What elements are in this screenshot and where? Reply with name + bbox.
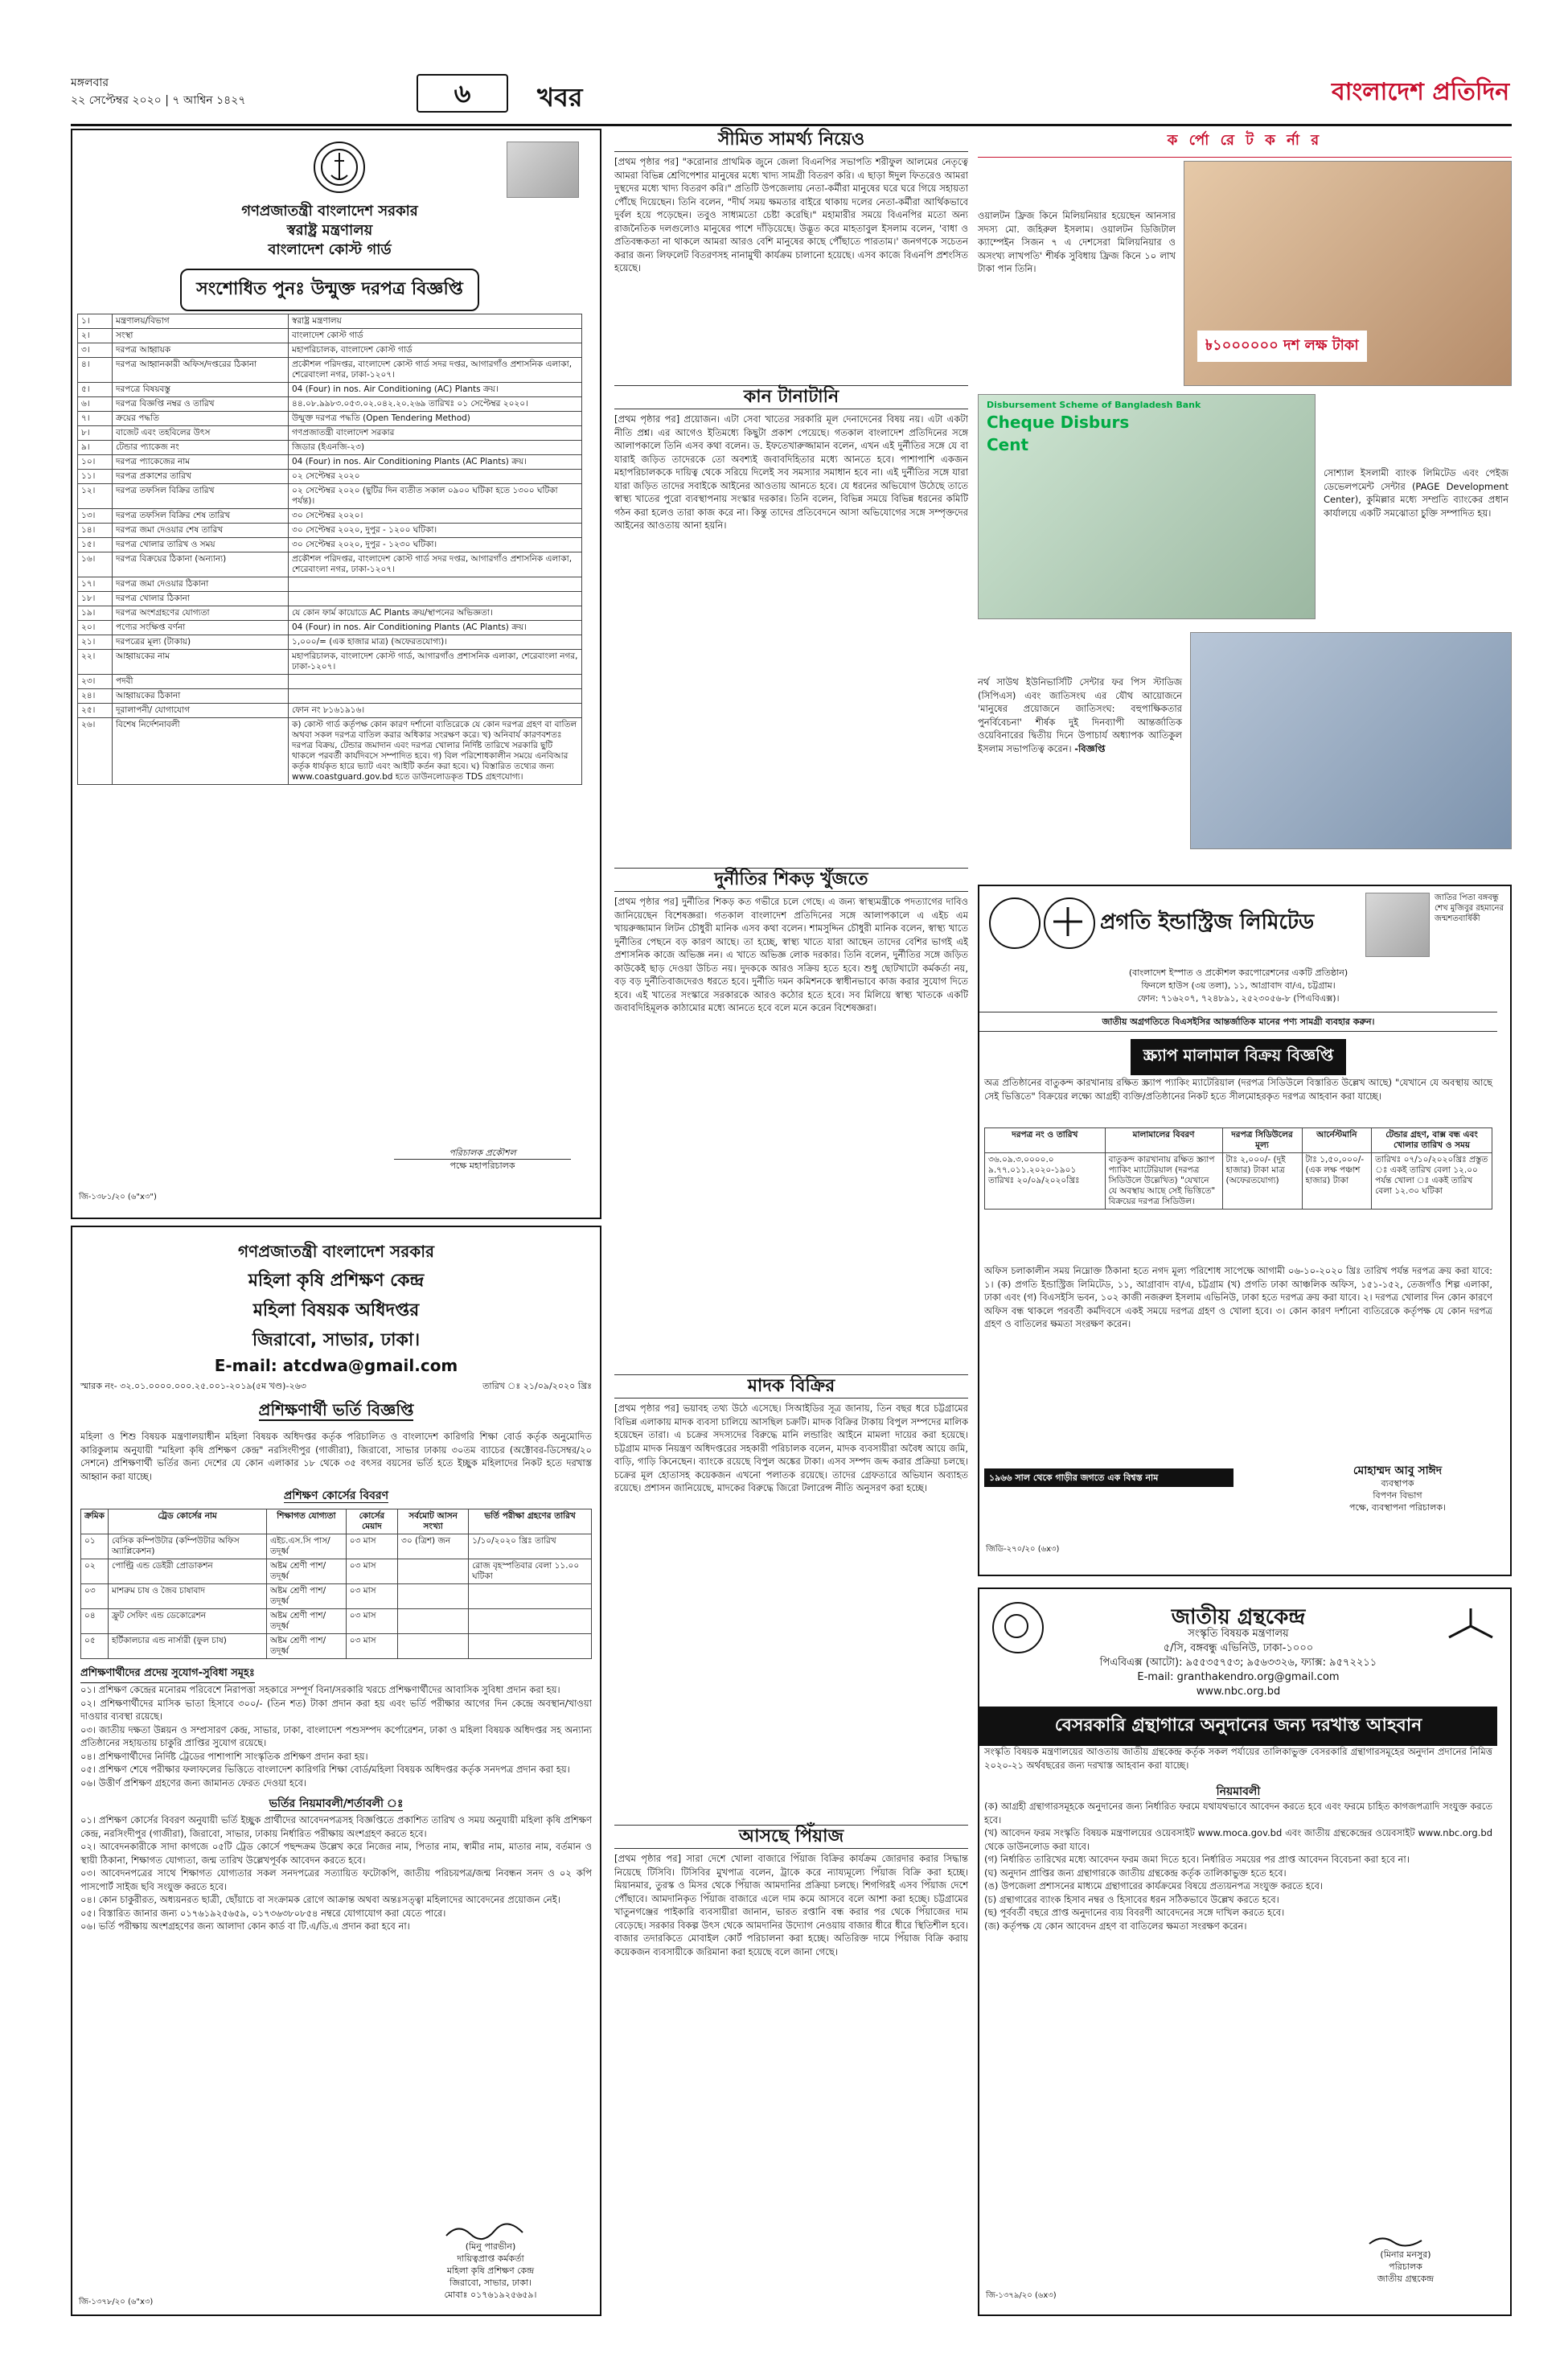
table-row — [78, 455, 582, 470]
pragati-sign-name: মোহাম্মদ আবু সাঈদ — [1353, 1464, 1443, 1477]
row-number: ১৭। — [78, 577, 113, 592]
cg-signature — [394, 1147, 571, 1172]
row-value: মহাপরিচালক, বাংলাদেশ কোস্ট গার্ড, আগারগাঁও প্রশাসনিক এলাকা, শেরেবাংলা নগর, ঢাকা-১২০৭। — [289, 650, 582, 675]
story-5-title: আসছে পিঁয়াজ — [614, 1825, 968, 1849]
gk-sub: সংস্কৃতি বিষয়ক মন্ত্রণালয় — [1188, 1628, 1289, 1640]
granthakendra-ad — [978, 1587, 1512, 2316]
table-cell: ০৩ মাস — [346, 1584, 397, 1609]
row-label: আহ্বায়কের নাম — [113, 650, 289, 675]
row-value: 04 (Four) in nos. Air Conditioning Plants (AC Plants) ক্রয়। — [289, 455, 582, 470]
row-label: দরপত্র তফসিল বিক্রির শেষ তারিখ — [113, 509, 289, 524]
pragati-body: অফিস চলাকালীন সময় নিম্নোক্ত ঠিকানা হতে নগদ মূল্য পরিশোধ সাপেক্ষে আগামী ০৬-১০-২০২০ খ্রিঃ তারিখ পর্যন্ত দরপত্র ক্রয় করা যাবে: ১। (ক) প্রগতি ইন্ডাস্ট্রিজ লিমিটেড, ১১, আগ্রাবাদ বা/এ, চট্টগ্রাম (খ) প্রগতি ঢাকা আঞ্চলিক অফিস, ১৫১-১৫২, তেজগাঁও শিল্প এলাকা, ঢাকা এবং (গ) বিএসইসি ভবন, ১০২ কাজী নজরুল ইসলাম এভিনিউ, ঢাকা হতে দরপত্র ক্রয় করা যাবে। ২। দরপত্র খোলার দিন কোন কারণে অফিস বন্ধ থাকলে পরবর্তী কর্মদিবসে একই সময়ে দরপত্র গ্রহণ ও খোলা হবে। ৩। কোন কারণ দর্শানো ব্যতিরেকে কর্তৃপক্ষ যে কোন দরপত্র গ্রহণ ও বাতিলের ক্ষমতা সংরক্ষণ করেন। — [984, 1265, 1492, 1329]
pragati-sub: (বাংলাদেশ ইস্পাত ও প্রকৌশল করপোরেশনের একটি প্রতিষ্ঠান) — [1128, 967, 1348, 978]
wc-govt: গণপ্রজাতন্ত্রী বাংলাদেশ সরকার — [238, 1242, 434, 1261]
row-label: পদবী — [113, 675, 289, 689]
cg-dept: বাংলাদেশ কোস্ট গার্ড — [268, 241, 392, 258]
table-row — [78, 524, 582, 538]
pragati-addr: ফিনলে হাউস (৩য় তলা), ১১, আগ্রাবাদ বা/এ, চট্টগ্রাম। — [1141, 980, 1336, 991]
table-cell: রোজ বৃহস্পতিবার বেলা ১১.০০ ঘটিকা — [469, 1559, 592, 1584]
pragati-signature — [1301, 1465, 1494, 1514]
pragati-mujib-photo — [1365, 893, 1430, 957]
table-row — [78, 704, 582, 718]
table-row — [78, 621, 582, 635]
row-label: মন্ত্রণালয়/বিভাগ — [113, 314, 289, 329]
row-value: মহাপরিচালক, বাংলাদেশ কোস্ট গার্ড — [289, 343, 582, 358]
row-number: ১৫। — [78, 538, 113, 552]
table-cell: বেসিক কম্পিউটার (কম্পিউটার অফিস অ্যাপ্লিকেশন) — [108, 1534, 266, 1559]
column-header: ভর্তি পরীক্ষা গ্রহণের তারিখ — [469, 1509, 592, 1534]
pragati-logo-iso — [989, 897, 1041, 949]
news-column — [614, 129, 968, 2316]
row-value: ৩০ সেপ্টেম্বর ২০২০, দুপুর - ১২০০ ঘটিকা। — [289, 524, 582, 538]
row-label: দরপত্র জমা দেওয়ার ঠিকানা — [113, 577, 289, 592]
table-row — [78, 484, 582, 509]
wc-rules-title-wrap — [80, 1794, 592, 1813]
column-header: আর্নেস্টমানি — [1302, 1128, 1372, 1153]
row-label: টেন্ডার প্যাকেজ নং — [113, 441, 289, 455]
row-value: উন্মুক্ত দরপত্র পদ্ধতি (Open Tendering Method) — [289, 412, 582, 426]
pragati-phone: ফোন: ৭১৬২০৭, ৭২৪৮৯১, ২৫২৩০৫৬-৮ (পিএবিএক্স)। — [1137, 993, 1340, 1004]
row-value: ০২ সেপ্টেম্বর ২০২০ — [289, 470, 582, 484]
wc-line3: জিরাবো, সাভার, ঢাকা। — [252, 1330, 421, 1350]
row-label: দরপত্রের মূল্য (টাকায়) — [113, 635, 289, 650]
rule-item: (ঙ) উপজেলা প্রশাসনের মাধ্যমে গ্রন্থাগারের কার্যক্রমের বিষয়ে প্রত্যয়নপত্র সংযুক্ত করতে হবে। — [984, 1880, 1324, 1891]
table-cell: ০৩ মাস — [346, 1534, 397, 1559]
column-header: টেন্ডার গ্রহণ, বাক্স বন্ধ এবং খোলার তারিখ ও সময় — [1372, 1128, 1492, 1153]
wc-line1: মহিলা কৃষি প্রশিক্ষণ কেন্দ্র — [248, 1271, 425, 1291]
row-number: ১৪। — [78, 524, 113, 538]
pragati-sign-role3: পক্ষে, ব্যবস্থাপনা পরিচালক। — [1348, 1502, 1447, 1513]
wc-intro: মহিলা ও শিশু বিষয়ক মন্ত্রণালয়াধীন মহিলা বিষয়ক অধিদপ্তর কর্তৃক পরিচালিত ও বাংলাদেশ কারিগরি শিক্ষা বোর্ড কর্তৃক অনুমোদিত কারিকুলাম অনুযায়ী "মহিলা কৃষি প্রশিক্ষণ কেন্দ্র" নরসিংদীপুর (গাজীরা), জিরাবো, সাভার ঢাকায় ৩০তম ব্যাচের (অক্টোবর-ডিসেম্বর/২০ সেশনে) প্রশিক্ষণার্থী ভর্তির জন্য দেশের যে কোন এলাকার ১৮ থেকে ৩৫ বৎসর বয়সের ভর্তি হতে ইচ্ছুক মহিলাদের নিকট হতে দরখাস্ত আহ্বান করা যাচ্ছে। — [80, 1431, 592, 1482]
rule-item: ০৩। আবেদনপত্রের সাথে শিক্ষাগত যোগ্যতার সকল সনদপত্রের সত্যায়িত ফটোকপি, জাতীয় পরিচয়পত্র/জন্ম নিবন্ধন সনদ ও ০২ কপি পাসপোর্ট সাইজ ছবি সংযুক্ত করতে হবে। — [80, 1867, 592, 1892]
facility-item: ০২। প্রশিক্ষণার্থীদের মাসিক ভাতা হিসাবে ৩০০/- (তিন শত) টাকা প্রদান করা হয় এবং ভর্তি পরীক্ষার আগের দিন কেন্দ্রে অবস্থান/খাওয়া দাওয়ার ব্যবস্থা রয়েছে। — [80, 1697, 592, 1722]
table-row — [78, 718, 582, 785]
row-label: দরপত্র আহ্বানকারী অফিস/দপ্তরের ঠিকানা — [113, 358, 289, 383]
table-row — [78, 606, 582, 621]
row-label: দরপত্র বিজ্ঞপ্তি নম্বর ও তারিখ — [113, 397, 289, 412]
table-cell — [469, 1609, 592, 1634]
row-value: প্রকৌশল পরিদপ্তর, বাংলাদেশ কোস্ট গার্ড সদর দপ্তর, আগারগাঁও প্রশাসনিক এলাকা, শেরেবাংলা নগর, ঢাকা-১২০৭। — [289, 552, 582, 577]
pragati-logo — [1044, 897, 1095, 949]
story-1-title: সীমিত সামর্থ্য নিয়েও — [614, 129, 968, 152]
table-row — [78, 412, 582, 426]
table-row — [78, 538, 582, 552]
gk-sign-role1: পরিচালক — [1389, 2261, 1422, 2272]
row-value: বাংলাদেশ কোস্ট গার্ড — [289, 329, 582, 343]
table-cell: ০৩ — [81, 1584, 109, 1609]
wc-courses-title-wrap — [80, 1486, 592, 1505]
table-cell — [398, 1584, 469, 1609]
table-row — [81, 1634, 592, 1659]
gk-signature-scribble — [1325, 2232, 1486, 2249]
story-4-body: [প্রথম পৃষ্ঠার পর] ভয়াবহ তথ্য উঠে এসেছে। সিআইডির সূত্র জানায়, তিন বছর ধরে চট্টগ্রামের বিভিন্ন এলাকায় মাদক ব্যবসা চালিয়ে আসছিল চক্রটি। মাদক বিক্রির টাকায় বিপুল সম্পদের মালিক হয়েছেন তারা। এ চক্রের সদস্যদের বিরুদ্ধে মানি লন্ডারিং আইনে মামলা দায়ের করা হয়েছে। চট্টগ্রাম মাদক নিয়ন্ত্রণ অধিদপ্তরের সহকারী পরিচালক বলেন, মাদক ব্যবসায়ীরা অবৈধ আয়ে জমি, বাড়ি, গাড়ি কিনেছেন। ব্যাংকে রয়েছে বিপুল অঙ্কের টাকা। এসব সম্পদ জব্দ করার প্রক্রিয়া চলছে। চক্রের মূল হোতাসহ কয়েকজন এখনো পলাতক রয়েছে। তাদের গ্রেফতারে অভিযান অব্যাহত রয়েছে। প্রশাসন জানিয়েছে, মাদকের বিরুদ্ধে জিরো টলারেন্স নীতি অনুসরণ করা হচ্ছে। — [614, 1403, 968, 1493]
wc-course-table — [80, 1509, 592, 1659]
gk-email: E-mail: granthakendro.org@gmail.com — [1137, 1671, 1340, 1683]
row-number: ৪। — [78, 358, 113, 383]
pragati-table-wrap — [984, 1127, 1492, 1210]
coast-guard-logo — [314, 142, 365, 193]
column-header: ক্রমিক — [81, 1509, 109, 1534]
nsu-caption-text: নর্থ সাউথ ইউনিভার্সিটি সেন্টার ফর পিস স্টাডিজ (সিপিএস) এবং জাতিসংঘ এর যৌথ আয়োজনে 'মানুষের প্রয়োজনে জাতিসংঘ: বহুপাক্ষিকতার পুনর্বিবেচনা' শীর্ষক দুই দিনব্যাপী আন্তর্জাতিক ওয়েবিনারের দ্বিতীয় দিনে উপাচার্য অধ্যাপক আতিকুল ইসলাম সভাপতিত্ব করেন। — [978, 676, 1182, 754]
row-label: দরপত্রে বিষয়বস্তু — [113, 383, 289, 397]
row-value: ০২ সেপ্টেম্বর ২০২০ (ছুটির দিন ব্যতীত সকাল ০৯০০ ঘটিকা হতে ১৩০০ ঘটিকা পর্যন্ত)। — [289, 484, 582, 509]
pragati-mujib-text: জাতির পিতা বঙ্গবন্ধু শেখ মুজিবুর রহমানের জন্মশতবার্ষিকী — [1435, 893, 1504, 923]
column-header: কোর্সের মেয়াদ — [346, 1509, 397, 1534]
wc-sign-role3: জিরাবো, সাভার, ঢাকা। — [449, 2277, 532, 2288]
table-cell: ০৩ মাস — [346, 1609, 397, 1634]
row-number: ২৬। — [78, 718, 113, 785]
row-number: ২০। — [78, 621, 113, 635]
table-row — [78, 441, 582, 455]
row-number: ১৮। — [78, 592, 113, 606]
wc-line2: মহিলা বিষয়ক অধিদপ্তর — [252, 1300, 420, 1320]
gk-intro: সংস্কৃতি বিষয়ক মন্ত্রণালয়ের আওতায় জাতীয় গ্রন্থকেন্দ্র কর্তৃক সকল পর্যায়ের তালিকাভুক্ত বেসরকারি গ্রন্থাগারসমূহের অনুদান প্রদানের নিমিত্ত ২০২০-২১ অর্থবছরের জন্য দরখাস্ত আহবান করা যাচ্ছে। — [984, 1746, 1492, 1771]
row-number: ৩। — [78, 343, 113, 358]
gk-phone: পিএবিএক্স (আটো): ৯৫৫৩৫৭৫৩; ৯৫৬৩৩২৬, ফ্যাক্স: ৯৫৭২২১১ — [1099, 1657, 1377, 1669]
table-cell — [469, 1584, 592, 1609]
table-row — [78, 577, 582, 592]
row-value: ক) কোস্ট গার্ড কর্তৃপক্ষ কোন কারণ দর্শানো ব্যতিরেকে যে কোন দরপত্র গ্রহণ বা বাতিল অথবা সকল দরপত্র বাতিল করার অধিকার সংরক্ষণ করে। খ) অনিবার্য কারণবশতঃ দরপত্র বিক্রয়, টেন্ডার জমাদান এবং দরপত্র খোলার নির্দিষ্ট তারিখে সরকারি ছুটি থাকলে পরবর্তী কার্যদিবসে সম্পাদিত হবে। গ) বিল পরিশোধকালীন সময়ে এনবিআর কর্তৃক ধার্যকৃত হারে ভ্যাট এবং আইটি কর্তন করা হবে। ঘ) বিস্তারিত তথ্যের জন্য www.coastguard.gov.bd হতে ডাউনলোডকৃত TDS গ্রহণযোগ্য। — [289, 718, 582, 785]
row-value: ৩০ সেপ্টেম্বর ২০২০, দুপুর - ১২৩০ ঘটিকা। — [289, 538, 582, 552]
cg-sign-role: পক্ষে মহাপরিচালক — [449, 1160, 515, 1171]
pragati-intro: অত্র প্রতিষ্ঠানের বাতুকন্দ কারখানায় রক্ষিত স্ক্র্যাপ প্যাকিং ম্যাটেরিয়াল (দরপত্র সিডিউলে বিস্তারিত উল্লেখ আছে) "যেখানে যে অবস্থায় আছে সেই ভিত্তিতে" বিক্রয়ের লক্ষ্যে আগ্রহী ব্যক্তি/প্রতিষ্ঠানের নিকট হতে সীলমোহরকৃত দরপত্র আহবান করা যাচ্ছে। — [984, 1077, 1492, 1102]
pragati-ad — [978, 885, 1512, 1576]
table-cell: ০৩ মাস — [346, 1634, 397, 1659]
table-row — [78, 314, 582, 329]
row-value: 04 (Four) in nos. Air Conditioning Plants (AC Plants) ক্রয়। — [289, 621, 582, 635]
photo-banner-3: Cent — [987, 435, 1029, 454]
wc-date: তারিখ ঃ ২১/০৯/২০২০ খ্রিঃ — [482, 1381, 592, 1391]
table-cell: ০৩ মাস — [346, 1559, 397, 1584]
gk-sign-role2: জাতীয় গ্রন্থকেন্দ্র — [1377, 2273, 1435, 2284]
row-value: 04 (Four) in nos. Air Conditioning (AC) Plants ক্রয়। — [289, 383, 582, 397]
row-number: ২৪। — [78, 689, 113, 704]
masthead-rule — [71, 124, 1512, 126]
row-value — [289, 675, 582, 689]
table-row — [81, 1559, 592, 1584]
wc-sign-role1: দায়িত্বপ্রাপ্ত কর্মকর্তা — [457, 2253, 524, 2264]
gk-addr: ৫/সি, বঙ্গবন্ধু এভিনিউ, ঢাকা-১০০০ — [1163, 1642, 1314, 1654]
row-number: ২১। — [78, 635, 113, 650]
table-cell: এইচ.এস.সি পাস/তদূর্ধ্ব — [267, 1534, 347, 1559]
table-row — [78, 635, 582, 650]
rule-item: (ছ) পূর্ববর্তী বছরে প্রাপ্ত অনুদানের ব্যয় বিবরণী আবেদনের সঙ্গে দাখিল করতে হবে। — [984, 1907, 1285, 1918]
row-value: যে কোন ফার্ম কায়োডে AC Plants ক্রয়/স্থাপনের অভিজ্ঞতা। — [289, 606, 582, 621]
table-cell: অষ্টম শ্রেণী পাশ/তদূর্ধ্ব — [267, 1609, 347, 1634]
column-header: শিক্ষাগত যোগ্যতা — [267, 1509, 347, 1534]
table-row — [78, 397, 582, 412]
table-cell: অষ্টম শ্রেণী পাশ/তদূর্ধ্ব — [267, 1559, 347, 1584]
row-number: ১১। — [78, 470, 113, 484]
story-1-body: [প্রথম পৃষ্ঠার পর] "করোনার প্রাথমিক জুনে জেলা বিএনপির সভাপতি শরীফুল আলমের নেতৃত্বে আমরা বিভিন্ন শ্রেণিপেশার মানুষের মধ্যে খাদ্য সামগ্রী বিতরণ করি। এ ছাড়া ঈদুল ফিতরেও আমরা দুস্থদের মধ্যে খাদ্য বিতরণ করি।" প্রতিটি উপজেলায় নেতা-কর্মীরা মানুষের ঘরে ঘরে গিয়ে সহায়তা পৌঁছে দিয়েছেন। তিনি বলেন, "দীর্ঘ সময় ক্ষমতার বাইরে থাকায় দলের নেতা-কর্মীরা আর্থিকভাবে দুর্বল হয়ে পড়েছেন। তবুও সাধ্যমতো চেষ্টা করেছি।" মহামারীর সময়ে বিএনপির মতো অন্য রাজনৈতিক দলগুলোও মানুষের পাশে দাঁড়িয়েছে। উদ্ভূত করে মাহতাবুল ইসলাম বলেন, 'বাধা ও প্রতিবন্ধকতা না থাকলে আমরা আরও বেশি মানুষের কাছে পৌঁছাতে পারতাম।' জনগণকে সচেতন করার জন্য লিফলেট বিতরণসহ নানামুখী কার্যক্রম চালানো হয়েছে। এসব কাজে বিএনপি প্রশংসিত হয়েছে। — [614, 156, 968, 273]
row-label: দূরালাপনী/ যোগাযোগ — [113, 704, 289, 718]
table-cell — [398, 1559, 469, 1584]
table-row — [78, 470, 582, 484]
row-number: ৭। — [78, 412, 113, 426]
page-number: ৬ — [417, 74, 508, 113]
rule-item: ০২। আবেদনকারীকে সাদা কাগজে ০৫টি ট্রেড কোর্সে পছন্দক্রম উল্লেখ করে নিজের নাম, পিতার নাম, স্বামীর নাম, মাতার নাম, বর্তমান ও স্থায়ী ঠিকানা, শিক্ষাগত যোগ্যতা, জন্ম তারিখ উল্লেখপূর্বক আবেদন করতে হবে। — [80, 1841, 592, 1866]
cg-banner — [137, 269, 523, 311]
row-number: ২৩। — [78, 675, 113, 689]
story-2-title: কান টানাটানি — [614, 385, 968, 409]
table-row — [81, 1584, 592, 1609]
pragati-sign-role1: ব্যবস্থাপক — [1381, 1478, 1414, 1489]
table-row — [78, 329, 582, 343]
walton-caption: ওয়ালটন ফ্রিজ কিনে মিলিয়নিয়ার হয়েছেন আনসার সদস্য মো. জহিরুল ইসলাম। ওয়ালটন ডিজিটাল ক্যাম্পেইন সিজন ৭ এ দেশসেরা মিলিয়নিয়ার ও অসংখ্য লাখপতি' শীর্ষক সুবিধায় ফ্রিজ কিনে ১০ লাখ টাকা পান তিনি। — [978, 210, 1176, 274]
table-cell: তারিখঃ ০৭/১০/২০২০খ্রিঃ প্রস্তুত ঃ একই তারিখ বেলা ১২.০০ পর্যন্ত খোলা ঃ একই তারিখ বেলা ১২.৩০ ঘটিকা — [1372, 1153, 1492, 1210]
gk-sign-name: (মিনার মনসুর) — [1380, 2249, 1431, 2260]
rule-item: (গ) নির্ধারিত তারিখের মধ্যে আবেদন ফরম জমা দিতে হবে। নির্ধারিত সময়ের পর প্রাপ্ত আবেদন বিবেচনা করা হবে না। — [984, 1854, 1410, 1865]
wc-memo-row — [80, 1380, 592, 1392]
pragati-black-tag-text: ১৯৬৬ সাল থেকে গাড়ীর জগতে এক বিশ্বস্ত নাম — [984, 1468, 1233, 1487]
table-row — [78, 343, 582, 358]
row-label: সংস্থা — [113, 329, 289, 343]
gk-name: জাতীয় গ্রন্থকেন্দ্র — [1171, 1605, 1306, 1629]
date-line: ২২ সেপ্টেম্বর ২০২০ | ৭ আশ্বিন ১৪২৭ — [71, 94, 246, 107]
facility-item: ০৫। প্রশিক্ষণ শেষে পরীক্ষার ফলাফলের ভিত্তিতে বাংলাদেশ কারিগরি শিক্ষা বোর্ড/মহিলা বিষয়ক অধিদপ্তর কর্তৃক সনদপত্র প্রদান করা হয়। — [80, 1764, 570, 1775]
table-row — [78, 675, 582, 689]
table-cell — [469, 1634, 592, 1659]
nsu-caption — [978, 676, 1182, 755]
wc-sign-phone: মোবাঃ ০১৭৬১৯২৫৬৫৯। — [444, 2290, 537, 2300]
column-header: দরপত্র সিডিউলের মূল্য — [1222, 1128, 1302, 1153]
facility-item: ০১। প্রশিক্ষণ কেন্দ্রের মনোরম পরিবেশে নিরাপত্তা সহকারে সম্পূর্ণ বিনা/সরকারি খরচে প্রশিক্ষণার্থীদের আবাসিক সুবিধা প্রদান করা হয়। — [80, 1684, 560, 1695]
wc-title-wrap — [80, 1399, 592, 1425]
wc-email: E-mail: atcdwa@gmail.com — [214, 1356, 458, 1375]
table-cell — [398, 1609, 469, 1634]
row-label: দরপত্র আহ্বায়ক — [113, 343, 289, 358]
pragati-banner-wrap — [979, 1039, 1497, 1075]
story-3-body: [প্রথম পৃষ্ঠার পর] দুর্নীতির শিকড় কত গভীরে চলে গেছে। এ জন্য স্বাস্থ্যমন্ত্রীকে পদত্যাগের দাবিও জানিয়েছেন বিশেষজ্ঞরা। গতকাল বাংলাদেশ প্রতিদিনের সঙ্গে আলাপকালে এ এইচ এম খায়রুজ্জামান লিটন চৌধুরী মানিক এসব কথা বলেন। শামসুদ্দিন চৌধুরী মানিক বলেন, স্বাস্থ্য খাতে দুর্নীতির পেছনে বড় কারণ আছে। তা হচ্ছে, স্বাস্থ্য খাতে যারা আছেন তাদের বেশির ভাগই এই প্রশাসনিক কাজে অভিজ্ঞ নন। এ খাতে অভিজ্ঞ লোক দরকার। তিনি বলেন, দুর্নীতির সঙ্গে জড়িত কাউকেই ছাড় দেওয়া উচিত নয়। দুদককে আরও সক্রিয় হতে হবে। শুধু ছোটখাটো কর্মকর্তা নয়, বড় বড় দুর্নীতিবাজদেরও ধরতে হবে। দুর্নীতি দমন কমিশনকে স্বাধীনভাবে কাজ করার সুযোগ দিতে হবে। এই খাতের সংস্কারে সরকারকে আরও কঠোর হতে হবে। সব মিলিয়ে স্বাস্থ্য খাতকে একটি জবাবদিহিমূলক কাঠামোর মধ্যে আনতে হবে বলে মনে করেন বিশেষজ্ঞরা। — [614, 896, 968, 1013]
row-label: দরপত্র বিক্রয়ের ঠিকানা (অন্যান্য) — [113, 552, 289, 577]
row-number: ২৫। — [78, 704, 113, 718]
masthead — [71, 72, 1512, 129]
row-value — [289, 592, 582, 606]
wc-signature-scribble — [394, 2221, 587, 2241]
story-5-body: [প্রথম পৃষ্ঠার পর] সারা দেশে খোলা বাজারে পিঁয়াজ বিক্রির কার্যক্রম জোরদার করার সিদ্ধান্ত নিয়েছে টিসিবি। টিসিবির মুখপাত্র বলেন, ট্রাকে করে ন্যায্যমূল্যে পিঁয়াজ বিক্রি করা হচ্ছে। মিয়ানমার, তুরস্ক ও মিসর থেকে পিঁয়াজ আমদানির প্রক্রিয়া চলছে। শিগগিরই এসব পিঁয়াজ দেশে পৌঁছাবে। আমদানিকৃত পিঁয়াজ বাজারে এলে দাম কমে আসবে বলে আশা করা হচ্ছে। চট্টগ্রামের খাতুনগঞ্জের পাইকারি ব্যবসায়ীরা জানান, ভারত রপ্তানি বন্ধ করার পর থেকে পিঁয়াজের দাম বেড়েছে। সরকার বিকল্প উৎস থেকে আমদানির উদ্যোগ নেওয়ায় বাজার ধীরে ধীরে স্থিতিশীল হবে। বাজার তদারকিতে মোবাইল কোর্ট পরিচালনা করা হচ্ছে। অতিরিক্ত দামে পিঁয়াজ বিক্রি করায় কয়েকজন ব্যবসায়ীকে জরিমানা করা হয়েছে বলে জানা গেছে। — [614, 1853, 968, 1957]
table-row — [78, 552, 582, 577]
table-cell: ৩৬.০৯.৩.০০০০.০ ৯.৭৭.০১১.২০২০-১৯০১ তারিখঃ ২০/০৯/২০২০খ্রিঃ — [985, 1153, 1106, 1210]
row-number: ৮। — [78, 426, 113, 441]
table-cell: পোল্ট্রি এন্ড ডেইরী প্রোডাকশন — [108, 1559, 266, 1584]
row-value: প্রকৌশল পরিদপ্তর, বাংলাদেশ কোস্ট গার্ড সদর দপ্তর, আগারগাঁও প্রশাসনিক এলাকা, শেরেবাংলা নগর, ঢাকা-১২০৭। — [289, 358, 582, 383]
cg-ref: জি-১৩৮১/২০ (৬"x৩") — [79, 1193, 157, 1201]
wc-rules-title: ভর্তির নিয়মাবলী/শর্তাবলী ঃ — [269, 1797, 404, 1810]
row-label: দরপত্র অংশগ্রহণের যোগ্যতা — [113, 606, 289, 621]
wc-ref: জি-১৩৭৮/২০ (৬"x৩) — [79, 2298, 154, 2306]
cg-banner-text: সংশোধিত পুনঃ উন্মুক্ত দরপত্র বিজ্ঞপ্তি — [180, 269, 479, 311]
story-2-body: [প্রথম পৃষ্ঠার পর] প্রয়োজন। এটা সেবা খাতের সরকারি মূল দেনাদেনের বিষয় নয়। এটা একটা নীতি প্রশ্ন। এর আগেও ইতিমধ্যে কিছুটা প্রকাশ পেয়েছে। গতকাল বাংলাদেশ প্রতিদিনের সঙ্গে আলাপকালে তিনি এসব কথা বলেন। ড. ইফতেখারুজ্জামান বলেন, এখন এই দুর্নীতির সঙ্গে যে বা যারাই জড়িত তাদেরকে তো অবশ্যই জবাবদিহিতার মধ্যে আনতে হবে। পাশাপাশি একজন মহাপরিচালককে দায়িত্ব থেকে সরিয়ে দিলেই সব সমস্যার সমাধান হবে না। এই দুর্নীতির সঙ্গে যারা যারা জড়িত তাদের সবাইকে আইনের আওতায় আনতে হবে। যে ধরনের অভিযোগ উঠেছে তাতে স্বাস্থ্য খাতের পুরো ব্যবস্থাপনায় সংস্কার দরকার। তিনি বলেন, বিভিন্ন সময়ে বিভিন্ন ধরনের কমিটি গঠন করা হলেও তারা কাজ করে না। কিন্তু তাদের প্রতিবেদনে আসা অভিযোগের সঙ্গে সম্পৃক্তদের আইনের আওতায় আনা হয়নি। — [614, 413, 968, 531]
wc-facility-title: প্রশিক্ষণার্থীদের প্রদেয় সুযোগ-সুবিধা সমূহঃ — [80, 1665, 255, 1683]
rule-item: (ক) আগ্রহী গ্রন্থাগারসমূহকে অনুদানের জন্য নির্ধারিত ফরমে যথাযথভাবে আবেদন করতে হবে এবং ফরমে চাহিত কাগজপত্রাদি সংযুক্ত করতে হবে। — [984, 1801, 1492, 1826]
pragati-slogan: জাতীয় অগ্রগতিতে বিএসইসির আন্তর্জাতিক মানের পণ্য সামগ্রী ব্যবহার করুন। — [979, 1012, 1497, 1032]
row-number: ২। — [78, 329, 113, 343]
row-number: ১০। — [78, 455, 113, 470]
story-3-title: দুর্নীতির শিকড় খুঁজতে — [614, 868, 968, 892]
row-value: জিডার (ইএনজি-২৩) — [289, 441, 582, 455]
row-label: বিশেষ নির্দেশনাবলী — [113, 718, 289, 785]
row-number: ৯। — [78, 441, 113, 455]
table-row — [78, 650, 582, 675]
table-row — [81, 1609, 592, 1634]
table-cell: ৩০ (ত্রিশ) জন — [398, 1534, 469, 1559]
wc-sign-name: (মিনু পারভীন) — [465, 2241, 516, 2252]
row-number: ৬। — [78, 397, 113, 412]
row-number: ২২। — [78, 650, 113, 675]
gk-ref: জি-১৩৭৯/২০ (৬x৩) — [986, 2291, 1057, 2300]
women-center-ad — [71, 1226, 601, 2316]
table-row — [78, 383, 582, 397]
table-cell: ০৫ — [81, 1634, 109, 1659]
table-cell: অষ্টম শ্রেণী পাশ/তদূর্ধ্ব — [267, 1584, 347, 1609]
corporate-header: ক র্পো রে ট ক র্না র — [978, 129, 1512, 158]
row-value — [289, 577, 582, 592]
wc-sign-role2: মহিলা কৃষি প্রশিক্ষণ কেন্দ্র — [446, 2265, 535, 2276]
webinar-photo — [1190, 632, 1512, 849]
row-label: দরপত্র প্যাকেজের নাম — [113, 455, 289, 470]
row-label: পণ্যের সংক্ষিপ্ত বর্ণনা — [113, 621, 289, 635]
coast-guard-ad — [71, 129, 601, 1219]
gk-banner: বেসরকারি গ্রন্থাগারে অনুদানের জন্য দরখাস্ত আহবান — [979, 1707, 1497, 1746]
table-cell: ১/১০/২০২০ খ্রিঃ তারিখ — [469, 1534, 592, 1559]
facility-item: ০৩। জাতীয় দক্ষতা উন্নয়ন ও সম্প্রসারণ কেন্দ্র, সাভার, ঢাকা, বাংলাদেশ পশুসম্পদ কর্পোরেশন, ঢাকা ও মহিলা বিষয়ক অধিদপ্তর সহ অন্যান্য প্রতিষ্ঠানের সহায়তায় চাকুরি প্রাপ্তির সুযোগ রয়েছে। — [80, 1723, 592, 1748]
column-header: মালামালের বিবরণ — [1105, 1128, 1222, 1153]
rule-item: (চ) গ্রন্থাগারের ব্যাংক হিসাব নম্বর ও হিসাবের ধরন সঠিকভাবে উল্লেখ করতে হবে। — [984, 1893, 1279, 1905]
pragati-banner: স্ক্র্যাপ মালামাল বিক্রয় বিজ্ঞপ্তি — [1131, 1039, 1347, 1075]
row-number: ১৩। — [78, 509, 113, 524]
table-cell: অষ্টম শ্রেণী পাশ/তদূর্ধ্ব — [267, 1634, 347, 1659]
section-title: খবর — [537, 82, 583, 113]
gk-web: www.nbc.org.bd — [1196, 1686, 1281, 1698]
pragati-name: প্রগতি ইন্ডাস্ট্রিজ লিমিটেড — [1100, 910, 1315, 934]
row-value: গণপ্রজাতন্ত্রী বাংলাদেশ সরকার — [289, 426, 582, 441]
photo-banner-2: Cheque Disburs — [987, 413, 1130, 432]
facility-item: ০৬। উত্তীর্ণ প্রশিক্ষণ গ্রহণের জন্য জামানত ফেরত দেওয়া হবে। — [80, 1776, 307, 1789]
column-header: দরপত্র নং ও তারিখ — [985, 1128, 1106, 1153]
cg-table — [77, 314, 582, 785]
corporate-corner — [978, 129, 1512, 852]
rule-item: ০৪। কোন চাকুরীরত, অধ্যয়নরত ছাত্রী, ছোঁয়াচে বা সংক্রামক রোগে আক্রান্ত অথবা অন্তঃসত্ত্বা মহিলাদের আবেদনের প্রয়োজন নেই। — [80, 1894, 560, 1905]
row-number: ১৯। — [78, 606, 113, 621]
pragati-sign-role2: বিপণন বিভাগ — [1373, 1490, 1422, 1501]
rule-item: (জ) কর্তৃপক্ষ যে কোন আবেদন গ্রহণ বা বাতিলের ক্ষমতা সংরক্ষণ করেন। — [984, 1920, 1247, 1932]
wc-facility-list — [80, 1683, 592, 1789]
table-cell: ফ্রুট সেফিং এন্ড ডেকোরেশন — [108, 1609, 266, 1634]
row-label: দরপত্র খোলার তারিখ ও সময় — [113, 538, 289, 552]
row-label: দরপত্র খোলার ঠিকানা — [113, 592, 289, 606]
cg-sign-name: পরিচালক প্রকৌশল — [394, 1147, 571, 1160]
column-header: ট্রেড কোর্সের নাম — [108, 1509, 266, 1534]
table-cell — [398, 1634, 469, 1659]
gk-signature — [1325, 2232, 1486, 2285]
row-value: ৪৪.০৮.৯৯৮৩.০৫৩.০২.০৪২.২০.২৬৯ তারিখঃ ০১ সেপ্টেম্বর ২০২০। — [289, 397, 582, 412]
wc-memo: স্মারক নং- ৩২.০১.০০০০.০০০.২৫.০০১-২০১৯(৫ম খণ্ড)-২৬৩ — [80, 1381, 306, 1391]
mujib-logo — [507, 142, 579, 198]
row-label: ক্রয়ের পদ্ধতি — [113, 412, 289, 426]
gk-rules-title-wrap — [979, 1782, 1497, 1801]
table-row — [81, 1534, 592, 1559]
table-row — [78, 426, 582, 441]
wc-signature — [394, 2221, 587, 2301]
wc-courses-title: প্রশিক্ষণ কোর্সের বিবরণ — [283, 1489, 389, 1502]
table-cell: ০২ — [81, 1559, 109, 1584]
rule-item: (ঘ) অনুদান প্রাপ্তির জন্য গ্রন্থাগারকে জাতীয় গ্রন্থকেন্দ্র কর্তৃক তালিকাভুক্ত হতে হবে। — [984, 1867, 1287, 1879]
wc-title: প্রশিক্ষণার্থী ভর্তি বিজ্ঞপ্তি — [258, 1400, 414, 1419]
row-label: আহ্বায়কের ঠিকানা — [113, 689, 289, 704]
row-value: স্বরাষ্ট্র মন্ত্রণালয় — [289, 314, 582, 329]
row-value — [289, 689, 582, 704]
row-value: ফোন নং ৮১৬১৯১৬। — [289, 704, 582, 718]
table-row — [78, 509, 582, 524]
table-cell: মাশরুম চাষ ও জৈব চাষাবাদ — [108, 1584, 266, 1609]
table-cell: হর্টিকালচার এন্ড নার্সারী (ফুল চাষ) — [108, 1634, 266, 1659]
islami-caption: সোশ্যাল ইসলামী ব্যাংক লিমিটেড এবং পেইজ ডেভেলপমেন্ট সেন্টার (PAGE Development Center), কুমিল্লার মধ্যে সম্প্রতি ব্যাংকের প্রধান কার্যালয়ে একটি সমঝোতা চুক্তি সম্পাদিত হয়। — [1324, 467, 1508, 519]
row-label: দরপত্র প্রকাশের তারিখ — [113, 470, 289, 484]
walton-photo — [1184, 161, 1512, 386]
row-label: দরপত্র জমা দেওয়ার শেষ তারিখ — [113, 524, 289, 538]
nsu-credit: -বিজ্ঞপ্তি — [1074, 742, 1106, 754]
facility-item: ০৪। প্রশিক্ষণার্থীদের নির্দিষ্ট ট্রেডের পাশাপাশি সাংস্কৃতিক প্রশিক্ষণ প্রদান করা হয়। — [80, 1750, 368, 1762]
rule-item: ০৬। ভর্তি পরীক্ষায় অংশগ্রহণের জন্য আলাদা কোন কার্ড বা টি.এ/ডি.এ প্রদান করা হবে না। — [80, 1920, 410, 1932]
table-cell: টাঃ ২,০০০/- (দুই হাজার) টাকা মাত্র (অফেরতযোগ্য) — [1222, 1153, 1302, 1210]
row-number: ১২। — [78, 484, 113, 509]
table-cell: বাতুকন্দ কারখানায় রক্ষিত স্ক্র্যাপ প্যাকিং ম্যাটেরিয়াল (দরপত্র সিডিউলে উল্লেখিত) "যেখানে যে অবস্থায় আছে সেই ভিত্তিতে" বিক্রয়ের দরপত্র সিডিউল। — [1105, 1153, 1222, 1210]
row-label: বাজেট এবং তহবিলের উৎস — [113, 426, 289, 441]
table-cell: ০৪ — [81, 1609, 109, 1634]
row-number: ৫। — [78, 383, 113, 397]
table-cell: ০১ — [81, 1534, 109, 1559]
rule-item: ০৫। বিস্তারিত জানার জন্য ০১৭৬১৯২৫৬৫৯, ০১৭৩৬৩৮০৮৫৪ নম্বরে যোগাযোগ করা যেতে পারে। — [80, 1907, 446, 1919]
weekday: মঙ্গলবার — [71, 76, 109, 89]
rule-item: ০১। প্রশিক্ষণ কোর্সের বিবরণ অনুযায়ী ভর্তি ইচ্ছুক প্রার্থীদের আবেদনপত্রসহ বিজ্ঞপ্তিতে প্রকাশিত তারিখ ও সময় অনুযায়ী মহিলা কৃষি প্রশিক্ষণ কেন্দ্র, নরসিংদীপুর (গাজীরা), জিরাবো, সাভার, ঢাকায় নির্ধারিত পরীক্ষায় অংশগ্রহণ করতে হবে। — [80, 1814, 592, 1839]
islami-bank-photo — [978, 394, 1316, 619]
rule-item: (খ) আবেদন ফরম সংস্কৃতি বিষয়ক মন্ত্রণালয়ের ওয়েবসাইট www.moca.gov.bd এবং জাতীয় গ্রন্থকেন্দ্রের ওয়েবসাইট www.nbc.org.bd থেকে ডাউনলোড করা যাবে। — [984, 1827, 1492, 1852]
row-value: ১,০০০/= (এক হাজার মাত্র) (অফেরতযোগ্য)। — [289, 635, 582, 650]
pragati-ref: জিডি-২৭০/২০ (৬x৩) — [986, 1545, 1060, 1554]
row-number: ১। — [78, 314, 113, 329]
cg-govt: গণপ্রজাতন্ত্রী বাংলাদেশ সরকার — [241, 203, 418, 220]
column-header: সর্বমোট আসন সংখ্যা — [398, 1509, 469, 1534]
table-header-row — [985, 1128, 1492, 1153]
table-row — [78, 358, 582, 383]
table-row — [78, 592, 582, 606]
row-number: ১৬। — [78, 552, 113, 577]
gk-rules-title: নিয়মাবলী — [1216, 1785, 1261, 1798]
story-4-title: মাদক বিক্রির — [614, 1374, 968, 1399]
walton-cheque: ৳১০০০০০০ দশ লক্ষ টাকা — [1197, 331, 1367, 362]
gk-rule-list — [984, 1800, 1492, 1932]
photo-banner-1: Disbursement Scheme of Bangladesh Bank — [987, 400, 1201, 410]
table-cell: টাঃ ১,৫০,০০০/- (এক লক্ষ পঞ্চাশ হাজার) টাকা — [1302, 1153, 1372, 1210]
table-row — [985, 1153, 1492, 1210]
table-row — [78, 689, 582, 704]
table-header-row — [81, 1509, 592, 1534]
pragati-black-tag — [984, 1468, 1233, 1487]
row-label: দরপত্র তফসিল বিক্রির তারিখ — [113, 484, 289, 509]
wc-rule-list — [80, 1813, 592, 1933]
cg-ministry: স্বরাষ্ট্র মন্ত্রণালয় — [286, 222, 373, 239]
row-value: ৩০ সেপ্টেম্বর ২০২০। — [289, 509, 582, 524]
paper-name: বাংলাদেশ প্রতিদিন — [1332, 78, 1510, 106]
